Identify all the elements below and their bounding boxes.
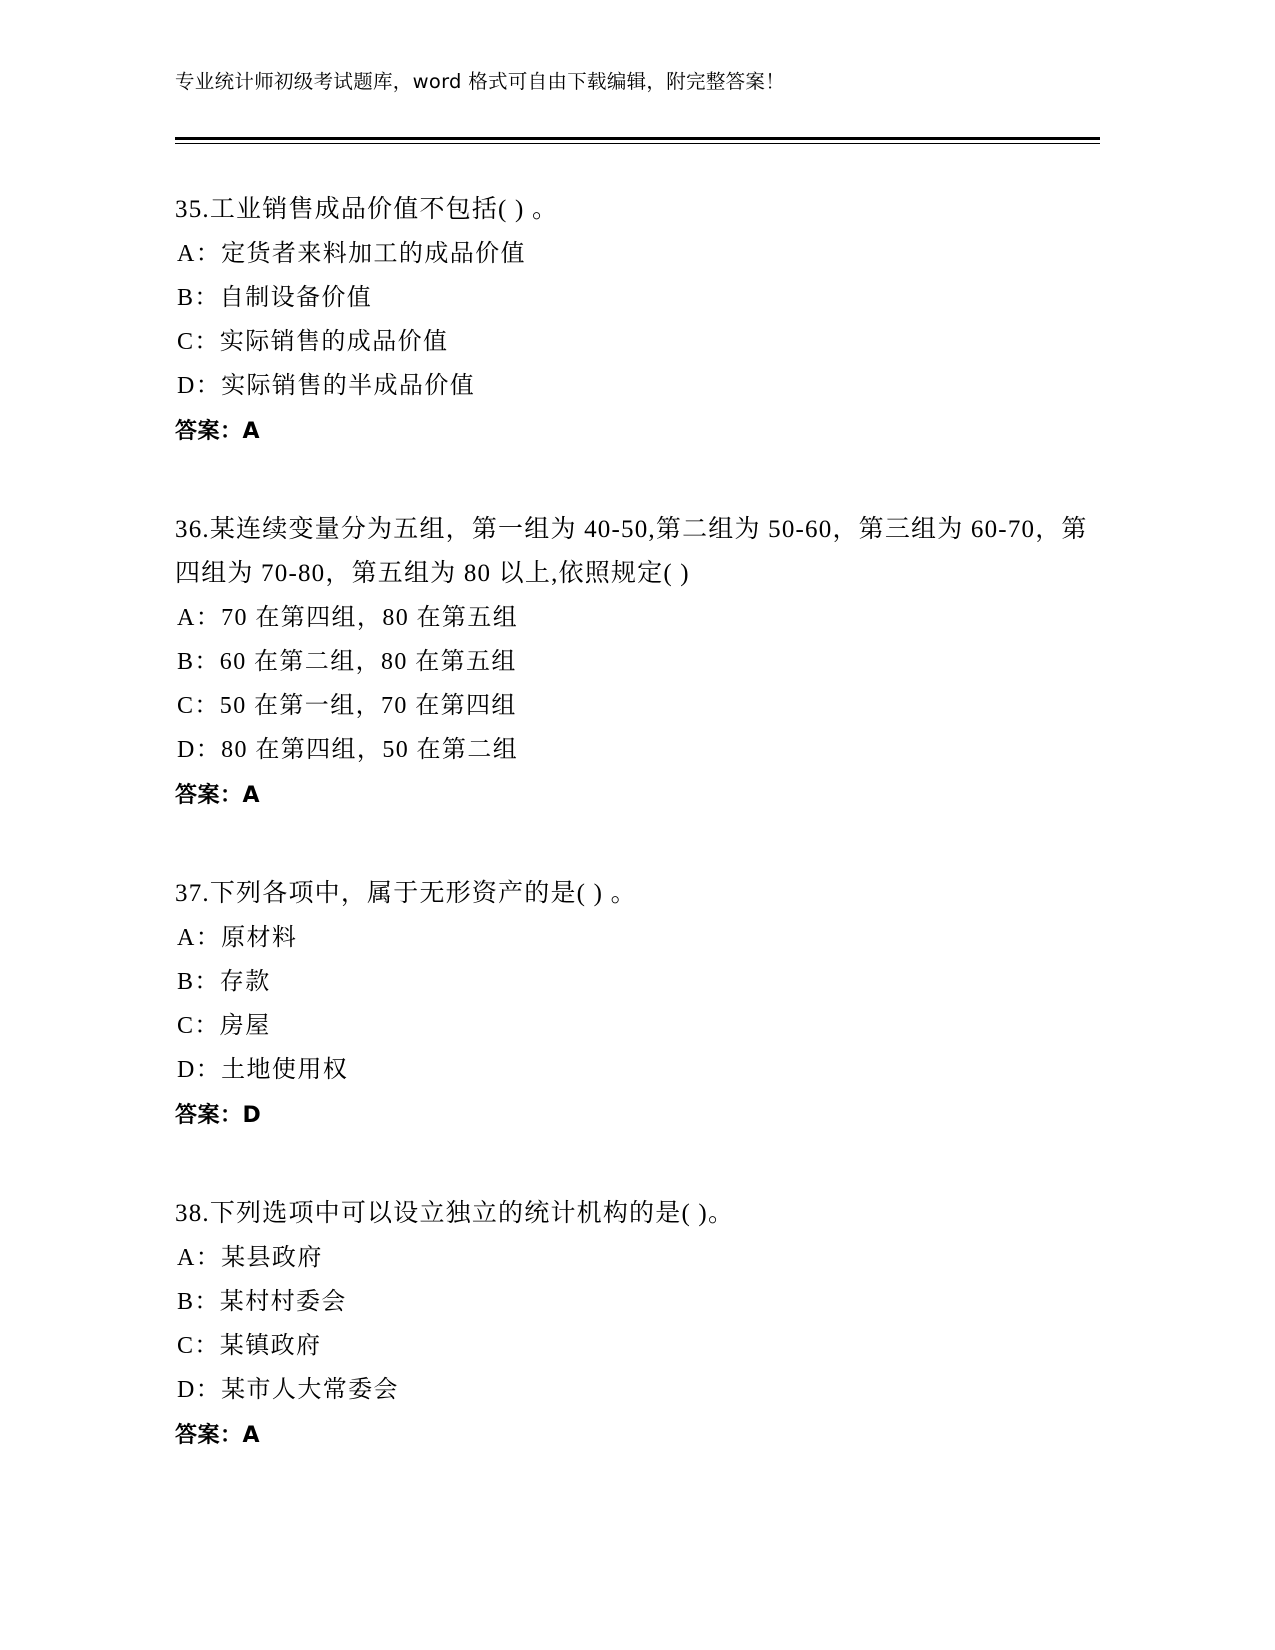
question-option: D：实际销售的半成品价值 (177, 373, 476, 399)
question-stem: 35.工业销售成品价值不包括( ) 。 (175, 196, 559, 223)
spacer (175, 1178, 1105, 1192)
answer-line (175, 1414, 1105, 1458)
question-option: B：自制设备价值 (177, 285, 373, 311)
question-block (175, 1192, 1105, 1458)
question-option: A：70 在第四组，80 在第五组 (177, 605, 519, 631)
question-option: D：土地使用权 (177, 1057, 349, 1083)
question-option: D：某市人大常委会 (177, 1377, 399, 1403)
questions-list (175, 188, 1105, 1498)
question-stem: 37.下列各项中，属于无形资产的是( ) 。 (175, 880, 637, 907)
header-rule-thin (175, 143, 1100, 144)
answer-value: A (242, 1423, 261, 1448)
question-option: B：60 在第二组，80 在第五组 (177, 649, 517, 675)
answer-value: D (242, 1103, 262, 1128)
spacer (175, 858, 1105, 872)
answer-label: 答案： (175, 419, 243, 444)
answer-line (175, 1094, 1105, 1138)
question-option: C：实际销售的成品价值 (177, 329, 449, 355)
answer-label: 答案： (175, 1103, 243, 1128)
answer-line (175, 410, 1105, 454)
answer-label: 答案： (175, 783, 243, 808)
header-rule-thick (175, 137, 1100, 140)
question-option: A：原材料 (177, 925, 298, 951)
spacer (175, 494, 1105, 508)
question-option: C：50 在第一组，70 在第四组 (177, 693, 517, 719)
question-block (175, 508, 1105, 818)
page-header (175, 66, 1100, 94)
question-block (175, 188, 1105, 454)
answer-label: 答案： (175, 1423, 243, 1448)
question-option: A：某县政府 (177, 1245, 323, 1271)
header-banner-text: 专业统计师初级考试题库，word 格式可自由下载编辑，附完整答案！ (175, 70, 786, 93)
question-option: D：80 在第四组，50 在第二组 (177, 737, 519, 763)
answer-value: A (242, 419, 261, 444)
question-block (175, 872, 1105, 1138)
answer-line (175, 774, 1105, 818)
answer-value: A (242, 783, 261, 808)
question-option: C：房屋 (177, 1013, 271, 1039)
question-option: B：某村村委会 (177, 1289, 347, 1315)
question-stem: 38.下列选项中可以设立独立的统计机构的是( )。 (175, 1200, 735, 1227)
question-option: B：存款 (177, 969, 271, 995)
question-option: A：定货者来料加工的成品价值 (177, 241, 526, 267)
question-stem: 36.某连续变量分为五组，第一组为 40-50,第二组为 50-60，第三组为 60-70，第四组为 70-80，第五组为 80 以上,依照规定( ) (175, 516, 1088, 587)
question-option: C：某镇政府 (177, 1333, 322, 1359)
